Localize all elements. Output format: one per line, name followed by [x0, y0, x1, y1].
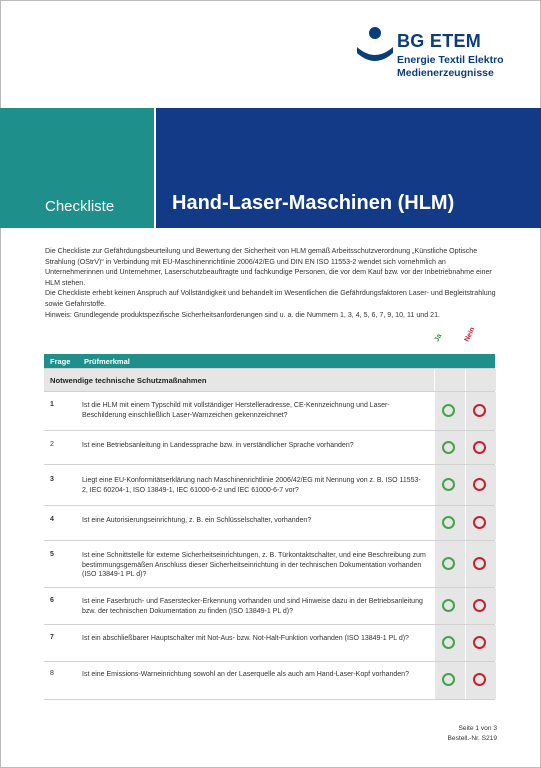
answer-nein-radio[interactable]: [473, 516, 486, 529]
question-text: Ist eine Schnittstelle für externe Sicherheitseinrichtungen, z. B. Türkontaktschalter, und eine Beschreibung zum bestimmungsgemäßen Anschluss dieser Sicherheitseinrichtung in der technischen Dokumentation vorhanden (ISO 13849-1 PL d)?: [82, 552, 426, 579]
table-header: [44, 354, 495, 368]
question-number: 4: [50, 516, 54, 523]
document-category: Checkliste: [45, 198, 115, 215]
table-row: [44, 587, 495, 624]
question-text: Ist die HLM mit einem Typschild mit vollständiger Herstelleradresse, CE-Kennzeichnung und Laser-Beschilderung einschließlich Laser-Warnzeichen gekennzeichnet?: [82, 402, 390, 419]
question-text: Ist eine Autorisierungseinrichtung, z. B. ein Schlüsselschalter, vorhanden?: [82, 517, 312, 524]
question-text: Ist ein abschließbarer Hauptschalter mit Not-Aus- bzw. Not-Halt-Funktion vorhanden (ISO 13849-1 PL d)?: [82, 635, 409, 642]
question-number: 1: [50, 401, 54, 408]
section-title: Notwendige technische Schutzmaßnahmen: [50, 376, 207, 385]
column-label-ja: Ja: [433, 332, 444, 343]
page-number: Seite 1 von 3: [458, 725, 497, 732]
logo-title: BG ETEM: [397, 31, 482, 51]
logo-subtitle-line2: Medienerzeugnisse: [397, 67, 494, 79]
section-nein-cell: [465, 369, 496, 391]
page-footer: [448, 724, 497, 744]
answer-ja-radio[interactable]: [442, 636, 455, 649]
answer-nein-radio[interactable]: [473, 673, 486, 686]
section-row: [44, 368, 495, 391]
intro-text: [45, 246, 500, 320]
bg-etem-logo: [355, 25, 530, 85]
table-row: [44, 464, 495, 505]
logo-subtitle-line1: Energie Textil Elektro: [397, 54, 504, 66]
answer-ja-radio[interactable]: [442, 557, 455, 570]
table-row: [44, 540, 495, 587]
table-row: [44, 624, 495, 661]
answer-ja-radio[interactable]: [442, 516, 455, 529]
header-frage: Frage: [50, 357, 71, 366]
question-number: 7: [50, 634, 54, 641]
question-number: 8: [50, 670, 54, 677]
checklist-table: [44, 354, 495, 700]
question-text: Ist eine Betriebsanleitung in Landessprache bzw. in verständlicher Sprache vorhanden?: [82, 442, 354, 449]
answer-nein-radio[interactable]: [473, 404, 486, 417]
answer-ja-radio[interactable]: [442, 404, 455, 417]
answer-nein-radio[interactable]: [473, 636, 486, 649]
question-text: Liegt eine EU-Konformitätserklärung nach Maschinenrichtlinie 2006/42/EG mit Nennung von z. B. ISO 11553-2, IEC 60204-1, ISO 13849-1, IEC 61000-6-2 und IEC 61000-6-7 vor?: [82, 477, 421, 494]
page-title: Hand-Laser-Maschinen (HLM): [172, 192, 455, 214]
logo-figure-icon: [355, 25, 395, 69]
answer-ja-radio[interactable]: [442, 441, 455, 454]
intro-paragraph-3: Hinweis: Grundlegende produktspezifische Sicherheitsanforderungen sind u. a. die Nummern 1, 3, 4, 5, 6, 7, 9, 10, 11 und 21.: [45, 310, 440, 319]
answer-ja-radio[interactable]: [442, 478, 455, 491]
table-row: [44, 391, 495, 430]
question-number: 5: [50, 551, 54, 558]
order-number: Bestell.-Nr. S219: [447, 735, 497, 742]
table-row: [44, 661, 495, 700]
intro-paragraph-2: Die Checkliste erhebt keinen Anspruch auf Vollständigkeit und behandelt im Wesentlichen die Gefährdungsfaktoren Laser- und Begleitstrahlung sowie Gefahrstoffe.: [45, 289, 496, 308]
question-text: Ist eine Faserbruch- und Faserstecker-Erkennung vorhanden und sind Hinweise dazu in der Betriebsanleitung bzw. der technischen Dokumentation zu finden (ISO 13849-1 PL d)?: [82, 598, 423, 615]
header-pruefmerkmal: Prüfmerkmal: [84, 357, 130, 366]
question-text: Ist eine Emissions-Warneinrichtung sowohl an der Laserquelle als auch am Hand-Laser-Kopf vorhanden?: [82, 671, 409, 678]
question-number: 6: [50, 597, 54, 604]
answer-nein-radio[interactable]: [473, 478, 486, 491]
question-number: 3: [50, 476, 54, 483]
answer-ja-radio[interactable]: [442, 599, 455, 612]
question-number: 2: [50, 441, 54, 448]
intro-paragraph-1: Die Checkliste zur Gefährdungsbeurteilung und Bewertung der Sicherheit von HLM gemäß Arbeitsschutzverordnung „Künstliche Optische Strahlung (OStrV)“ in Verbindung mit EU-Maschinenrichtlinie 2006/42/EG und DIN EN ISO 11553-2 wendet sich vornehmlich an Unternehmerinnen und Unternehmer, Laserschutzbeauftragte und fachkundige Personen, die vor dem Kauf bzw. vor der Inbetriebnahme einer HLM stehen.: [45, 247, 492, 287]
answer-nein-radio[interactable]: [473, 441, 486, 454]
table-row: [44, 505, 495, 540]
column-label-nein: Nein: [463, 326, 477, 343]
table-row: [44, 430, 495, 464]
answer-nein-radio[interactable]: [473, 599, 486, 612]
section-ja-cell: [434, 369, 465, 391]
answer-nein-radio[interactable]: [473, 557, 486, 570]
answer-ja-radio[interactable]: [442, 673, 455, 686]
